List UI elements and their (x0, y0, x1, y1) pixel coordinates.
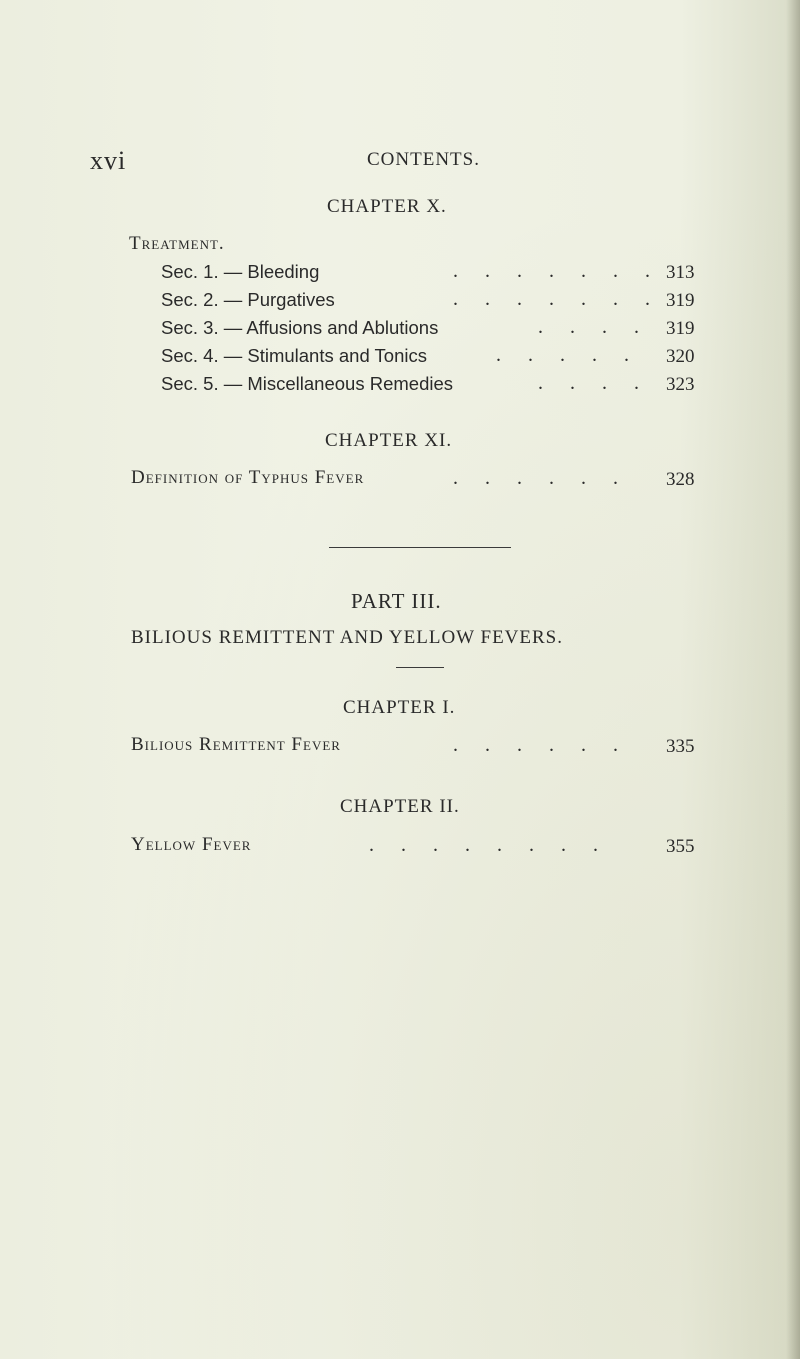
toc-entry-page: 313 (666, 262, 695, 283)
toc-entry-page: 328 (666, 469, 695, 490)
toc-entry-leader: . . . . . . (453, 467, 629, 489)
toc-entry-label: Bilious Remittent Fever (131, 734, 341, 755)
page-edge-shadow (786, 0, 800, 1359)
toc-entry-leader: . . . . . . . . (369, 834, 609, 856)
running-head: CONTENTS. (367, 149, 480, 170)
chapter-i-heading: CHAPTER I. (343, 697, 456, 718)
toc-entry-leader: . . . . . . . (453, 288, 661, 310)
toc-entry-page: 355 (666, 836, 695, 857)
toc-entry-label: Sec. 1. — Bleeding (161, 261, 320, 282)
chapter-x-heading: CHAPTER X. (327, 196, 447, 217)
part-iii-subheading: BILIOUS REMITTENT AND YELLOW FEVERS. (131, 627, 563, 648)
chapter-ii-heading: CHAPTER II. (340, 796, 460, 817)
toc-entry-label: Definition of Typhus Fever (131, 467, 365, 488)
short-divider (396, 667, 444, 668)
section-divider (329, 547, 511, 548)
toc-entry-page: 319 (666, 290, 695, 311)
toc-entry-page: 335 (666, 736, 695, 757)
toc-entry-label: Sec. 4. — Stimulants and Tonics (161, 345, 427, 366)
toc-entry-leader: . . . . (538, 316, 650, 338)
section-title-treatment: Treatment. (129, 233, 225, 254)
toc-entry-page: 323 (666, 374, 695, 395)
page-folio: xvi (90, 146, 127, 175)
toc-entry-label: Sec. 5. — Miscellaneous Remedies (161, 373, 454, 394)
toc-entry-leader: . . . . . . . (453, 260, 661, 282)
toc-entry-leader: . . . . (538, 372, 650, 394)
toc-entry-page: 320 (666, 346, 695, 367)
toc-entry-page: 319 (666, 318, 695, 339)
toc-entry-leader: . . . . . (496, 344, 640, 366)
toc-entry-leader: . . . . . . (453, 734, 629, 756)
toc-entry-label: Yellow Fever (131, 834, 252, 855)
toc-entry-label: Sec. 2. — Purgatives (161, 289, 335, 310)
chapter-xi-heading: CHAPTER XI. (325, 430, 453, 451)
part-iii-heading: PART III. (351, 589, 442, 613)
toc-entry-label: Sec. 3. — Affusions and Ablutions (161, 317, 439, 338)
